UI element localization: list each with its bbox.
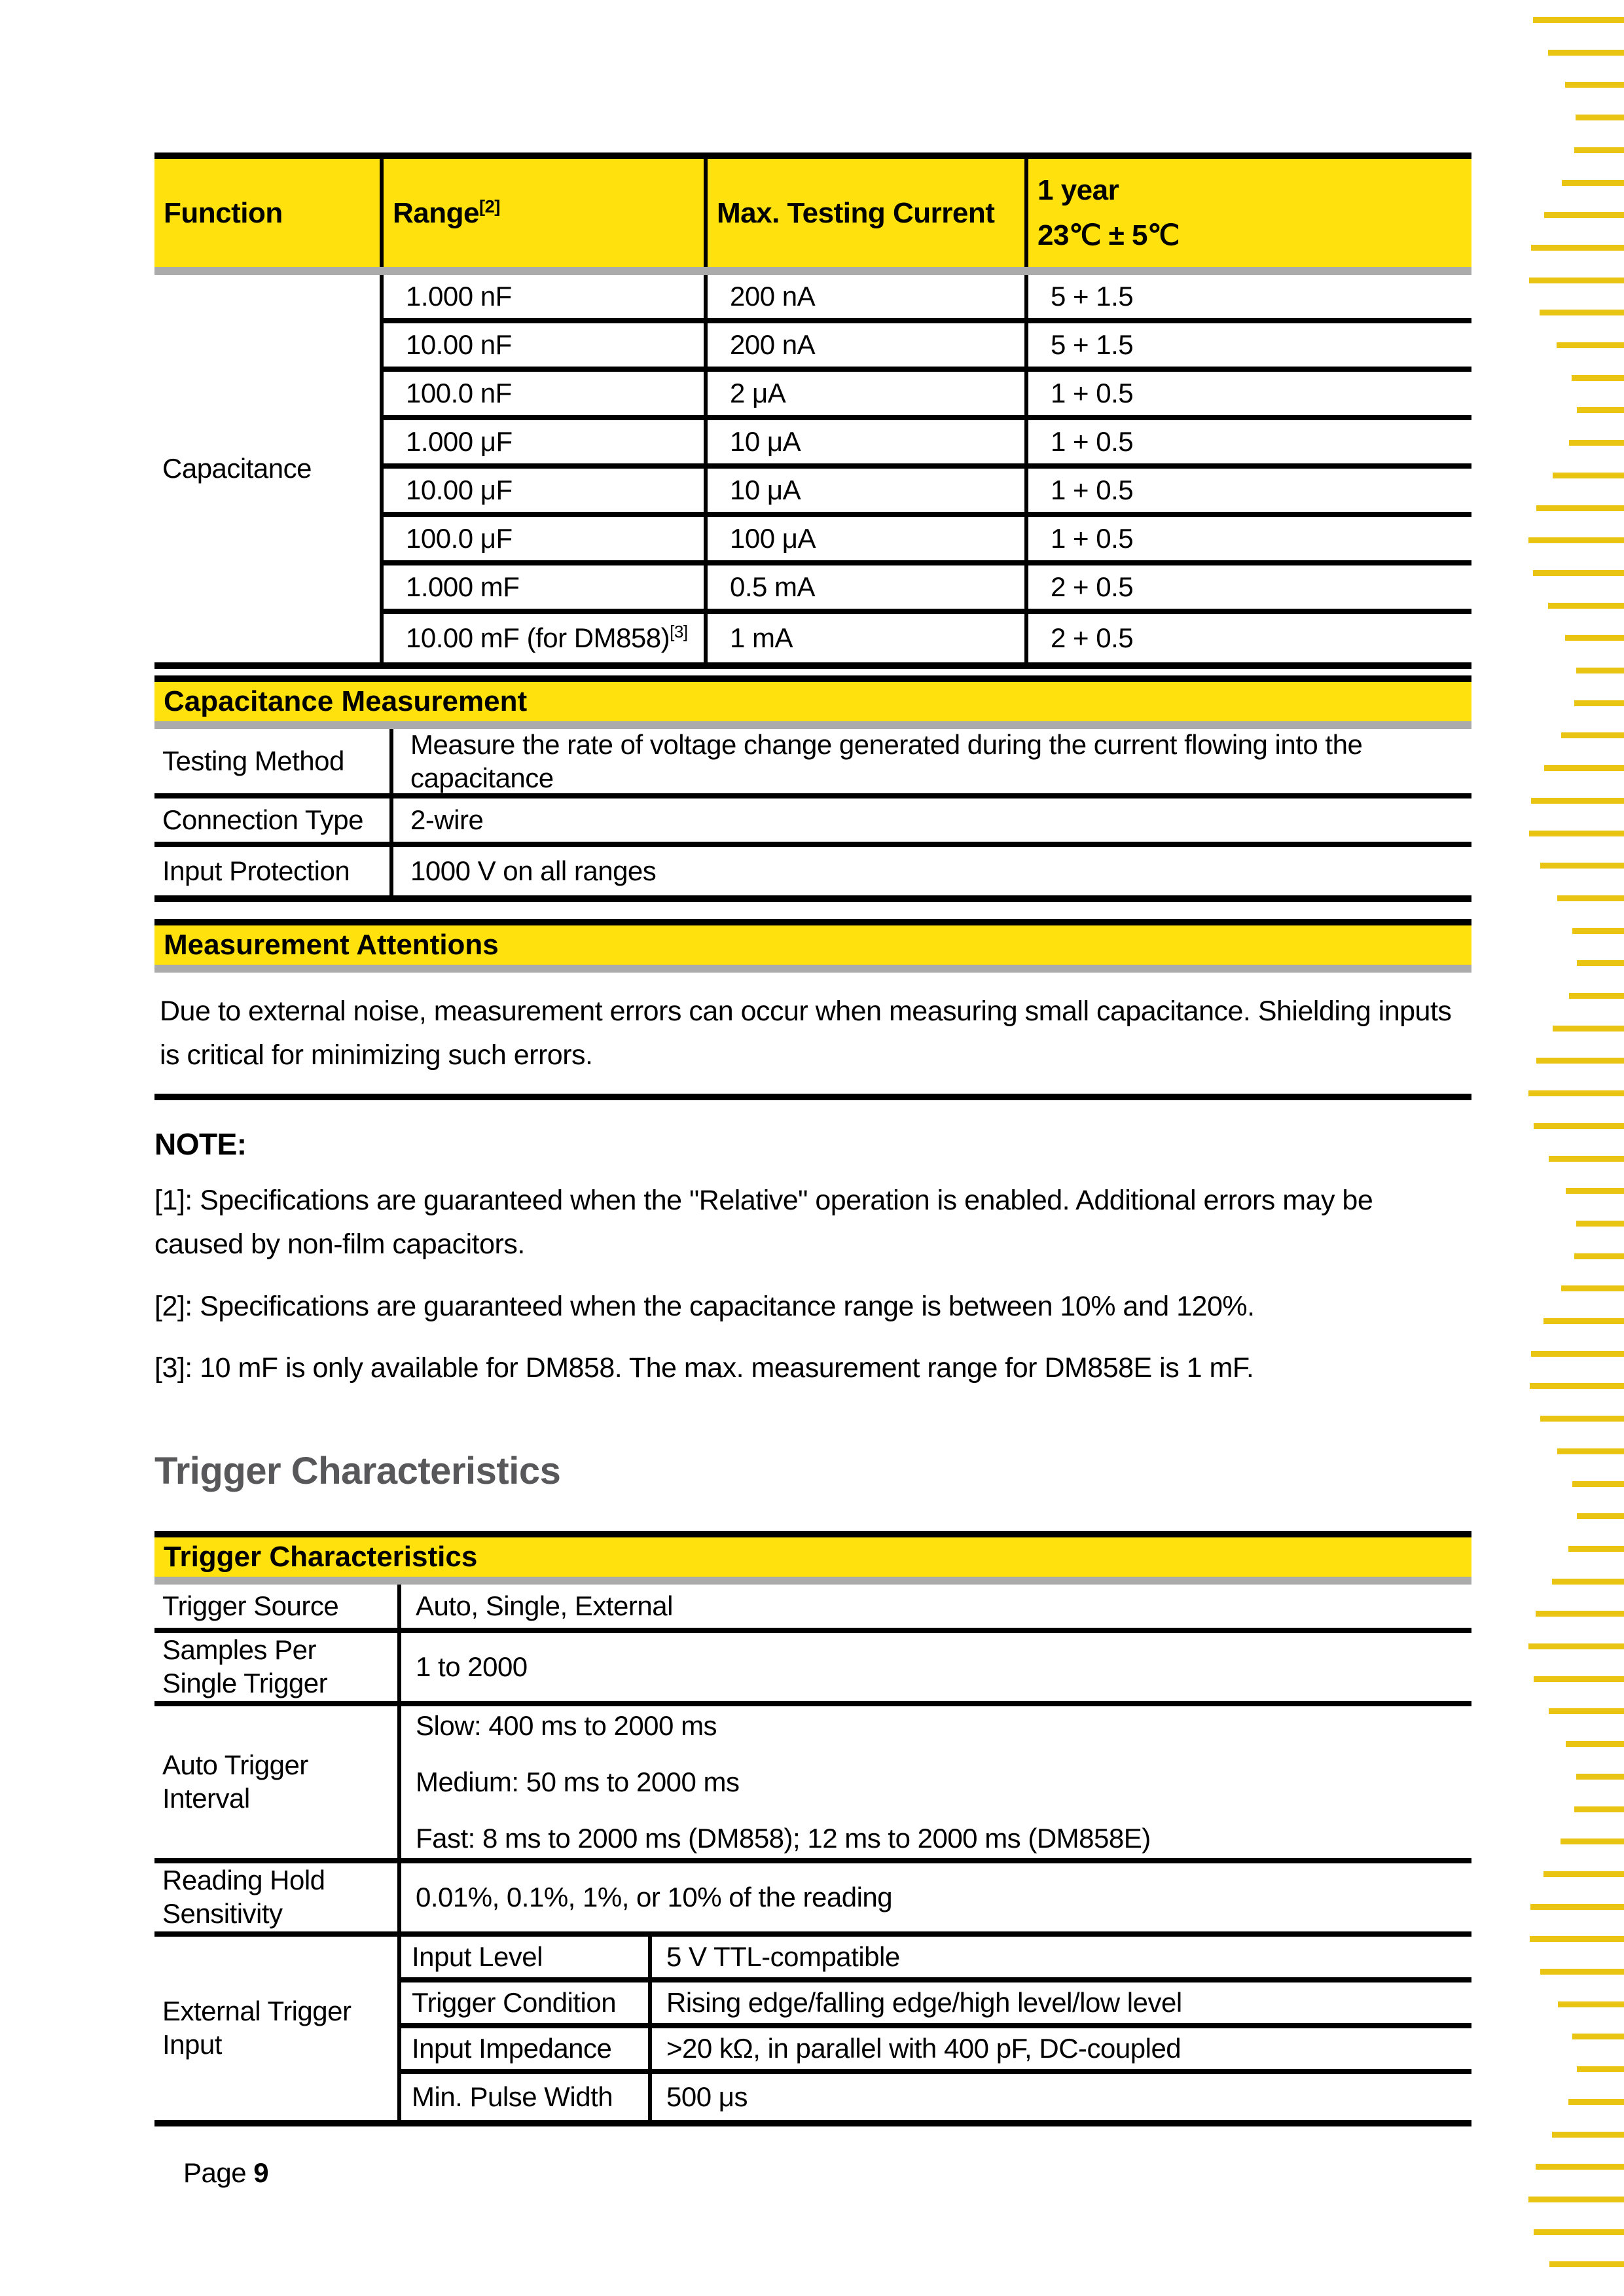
page-content xyxy=(154,152,1471,2126)
yellow-dash xyxy=(1529,278,1624,283)
yellow-dash xyxy=(1544,765,1624,771)
yellow-dash xyxy=(1534,1676,1624,1682)
yellow-dash xyxy=(1574,700,1624,706)
right-margin-dash-decoration xyxy=(1480,0,1624,2296)
sub-row-label: Input Level xyxy=(397,1937,648,1982)
yellow-dash xyxy=(1543,1318,1624,1324)
range-cell: 10.00 nF xyxy=(380,323,704,372)
yellow-dash xyxy=(1577,407,1624,413)
capacitance-spec-table xyxy=(154,152,1471,669)
note-item-1: [1]: Specifications are guaranteed when the "Relative" operation is enabled. Additional errors may be caused by non-film capacitors. xyxy=(154,1185,1373,1260)
yellow-dash xyxy=(1553,1026,1624,1031)
page-number: Page 9 xyxy=(183,2157,269,2188)
range-cell: 1.000 μF xyxy=(380,420,704,469)
yellow-dash xyxy=(1574,1253,1624,1259)
col-header-max-testing-current: Max. Testing Current xyxy=(704,159,1024,267)
yellow-dash xyxy=(1561,1839,1624,1844)
yellow-dash xyxy=(1574,1806,1624,1812)
row-value: Auto, Single, External xyxy=(397,1585,1471,1633)
yellow-dash xyxy=(1543,1871,1624,1877)
accuracy-cell: 5 + 1.5 xyxy=(1024,323,1471,372)
measurement-attentions-section xyxy=(154,919,1471,1100)
sub-row-value: 500 μs xyxy=(648,2074,1471,2120)
row-value: 2-wire xyxy=(389,798,1471,847)
yellow-dash xyxy=(1533,17,1624,23)
footnote-ref-3: [3] xyxy=(670,622,688,641)
yellow-dash xyxy=(1536,505,1624,511)
yellow-dash xyxy=(1569,440,1624,446)
range-cell: 10.00 mF (for DM858)[3] xyxy=(380,614,704,662)
range-cell: 1.000 nF xyxy=(380,275,704,323)
yellow-dash xyxy=(1544,212,1624,218)
yellow-dash xyxy=(1531,798,1624,804)
yellow-dash xyxy=(1536,2164,1624,2170)
yellow-dash xyxy=(1572,375,1624,381)
sub-row-label: Input Impedance xyxy=(397,2028,648,2074)
accuracy-cell: 5 + 1.5 xyxy=(1024,275,1471,323)
yellow-dash xyxy=(1552,1579,1624,1585)
yellow-dash xyxy=(1540,1969,1624,1975)
trigger-characteristics-table xyxy=(154,1531,1471,2126)
yellow-dash xyxy=(1529,831,1624,836)
row-label: Testing Method xyxy=(154,729,389,798)
yellow-dash xyxy=(1536,1058,1624,1064)
yellow-dash xyxy=(1562,180,1624,186)
row-label: Connection Type xyxy=(154,798,389,847)
yellow-dash xyxy=(1565,82,1624,88)
yellow-dash xyxy=(1572,2034,1624,2039)
accuracy-cell: 1 + 0.5 xyxy=(1024,420,1471,469)
row-value: 1 to 2000 xyxy=(397,1633,1471,1706)
capacitance-measurement-table xyxy=(154,675,1471,902)
range-cell: 10.00 μF xyxy=(380,469,704,517)
interval-fast: Fast: 8 ms to 2000 ms (DM858); 12 ms to 2000 ms (DM858E) xyxy=(416,1822,1151,1854)
yellow-dash xyxy=(1528,2197,1624,2202)
sub-row-label: Trigger Condition xyxy=(397,1982,648,2028)
yellow-dash xyxy=(1548,50,1624,56)
current-cell: 2 μA xyxy=(704,372,1024,420)
row-label: Trigger Source xyxy=(154,1585,397,1633)
current-cell: 10 μA xyxy=(704,420,1024,469)
yellow-dash xyxy=(1566,1188,1624,1194)
sub-row-value: >20 kΩ, in parallel with 400 pF, DC-coupled xyxy=(648,2028,1471,2074)
yellow-dash xyxy=(1552,2132,1624,2138)
yellow-dash xyxy=(1568,1546,1624,1552)
row-label: Samples Per Single Trigger xyxy=(154,1633,397,1706)
row-label: Auto Trigger Interval xyxy=(154,1706,397,1863)
attentions-body: Due to external noise, measurement errors can occur when measuring small capacitance. Shielding inputs is critical for minimizing such errors. xyxy=(160,996,1452,1071)
accuracy-cell: 1 + 0.5 xyxy=(1024,469,1471,517)
yellow-dash xyxy=(1572,1481,1624,1487)
note-heading: NOTE: xyxy=(154,1127,247,1162)
sub-row-value: Rising edge/falling edge/high level/low level xyxy=(648,1982,1471,2028)
yellow-dash xyxy=(1566,1741,1624,1747)
accuracy-cell: 1 + 0.5 xyxy=(1024,372,1471,420)
yellow-dash xyxy=(1561,1285,1624,1291)
col-header-function: Function xyxy=(154,159,380,267)
current-cell: 100 μA xyxy=(704,517,1024,565)
yellow-dash xyxy=(1553,473,1624,478)
note-item-2: [2]: Specifications are guaranteed when the capacitance range is between 10% and 120%. xyxy=(154,1290,1255,1322)
row-label-external-trigger-input: External Trigger Input xyxy=(162,1996,352,2060)
yellow-dash xyxy=(1557,342,1624,348)
header-shadow xyxy=(154,267,1471,275)
section-title-bar: Trigger Characteristics xyxy=(154,1537,1471,1577)
col-header-range: Range[2] xyxy=(380,159,704,267)
yellow-dash xyxy=(1549,1156,1624,1162)
yellow-dash xyxy=(1531,1351,1624,1357)
yellow-dash xyxy=(1530,1904,1624,1910)
yellow-dash xyxy=(1549,2261,1624,2267)
yellow-dash xyxy=(1528,1643,1624,1649)
header-shadow xyxy=(154,1577,1471,1585)
accuracy-cell: 2 + 0.5 xyxy=(1024,614,1471,662)
yellow-dash xyxy=(1576,115,1624,120)
section-heading-trigger-characteristics: Trigger Characteristics xyxy=(154,1449,561,1492)
yellow-dash xyxy=(1549,1708,1624,1714)
yellow-dash xyxy=(1576,1774,1624,1780)
current-cell: 1 mA xyxy=(704,614,1024,662)
section-title-bar: Measurement Attentions xyxy=(154,925,1471,965)
sub-row-label: Min. Pulse Width xyxy=(397,2074,648,2120)
yellow-dash xyxy=(1561,732,1624,738)
yellow-dash xyxy=(1577,960,1624,966)
yellow-dash xyxy=(1577,2066,1624,2072)
note-item-3: [3]: 10 mF is only available for DM858. The max. measurement range for DM858E is 1 mF. xyxy=(154,1352,1254,1384)
yellow-dash xyxy=(1577,1513,1624,1519)
yellow-dash xyxy=(1534,1123,1624,1129)
range-cell: 100.0 μF xyxy=(380,517,704,565)
yellow-dash xyxy=(1533,570,1624,576)
range-cell: 1.000 mF xyxy=(380,565,704,614)
yellow-dash xyxy=(1548,603,1624,609)
row-value: Measure the rate of voltage change generated during the current flowing into the capacitance xyxy=(389,729,1471,798)
yellow-dash xyxy=(1557,1448,1624,1454)
yellow-dash xyxy=(1540,863,1624,869)
yellow-dash xyxy=(1568,2099,1624,2105)
current-cell: 0.5 mA xyxy=(704,565,1024,614)
sub-row-value: 5 V TTL-compatible xyxy=(648,1937,1471,1982)
yellow-dash xyxy=(1531,245,1624,251)
yellow-dash xyxy=(1530,1383,1624,1389)
yellow-dash xyxy=(1574,147,1624,153)
yellow-dash xyxy=(1540,310,1624,315)
yellow-dash xyxy=(1558,2001,1624,2007)
accuracy-cell: 1 + 0.5 xyxy=(1024,517,1471,565)
interval-slow: Slow: 400 ms to 2000 ms xyxy=(416,1710,717,1741)
yellow-dash xyxy=(1528,1090,1624,1096)
range-cell: 100.0 nF xyxy=(380,372,704,420)
current-cell: 10 μA xyxy=(704,469,1024,517)
footnote-ref-2: [2] xyxy=(478,195,500,216)
header-shadow xyxy=(154,965,1471,973)
yellow-dash xyxy=(1557,895,1624,901)
section-title-bar: Capacitance Measurement xyxy=(154,682,1471,721)
interval-medium: Medium: 50 ms to 2000 ms xyxy=(416,1766,740,1797)
row-value: 0.01%, 0.1%, 1%, or 10% of the reading xyxy=(397,1863,1471,1937)
yellow-dash xyxy=(1536,1611,1624,1617)
yellow-dash xyxy=(1530,1936,1624,1942)
yellow-dash xyxy=(1528,537,1624,543)
yellow-dash xyxy=(1540,1416,1624,1422)
row-label: Input Protection xyxy=(162,855,350,886)
function-label: Capacitance xyxy=(162,453,312,484)
yellow-dash xyxy=(1534,2229,1624,2235)
row-label: Reading Hold Sensitivity xyxy=(154,1863,397,1937)
row-value: 1000 V on all ranges xyxy=(389,847,1471,895)
accuracy-cell: 2 + 0.5 xyxy=(1024,565,1471,614)
current-cell: 200 nA xyxy=(704,275,1024,323)
row-value xyxy=(397,1706,1471,1863)
yellow-dash xyxy=(1565,635,1624,641)
col-header-accuracy: 1 year 23℃ ± 5℃ xyxy=(1024,159,1471,267)
current-cell: 200 nA xyxy=(704,323,1024,372)
yellow-dash xyxy=(1576,668,1624,673)
yellow-dash xyxy=(1569,993,1624,999)
yellow-dash xyxy=(1576,1221,1624,1227)
yellow-dash xyxy=(1572,928,1624,934)
